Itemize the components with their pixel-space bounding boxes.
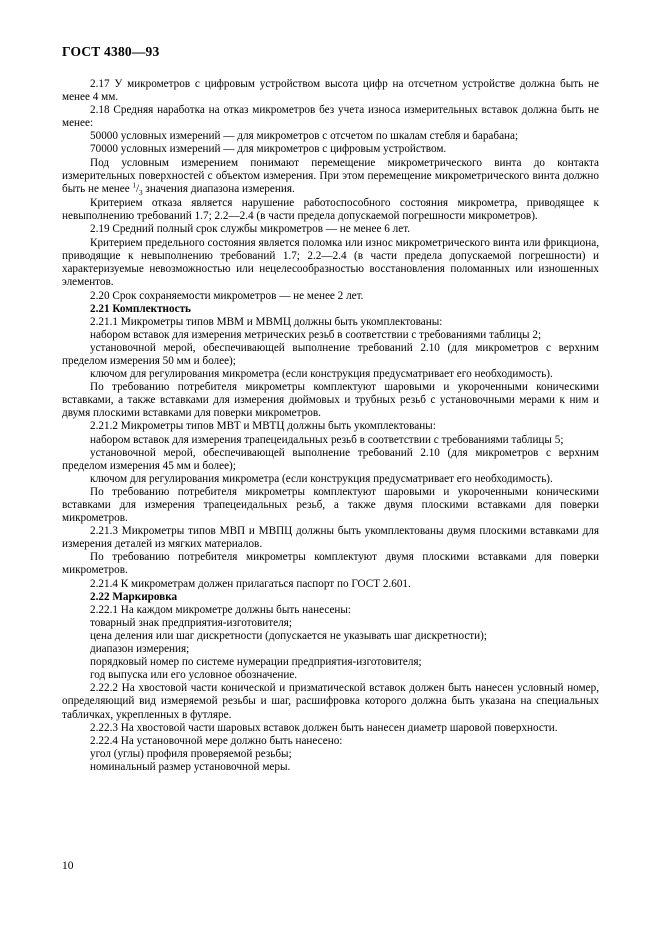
paragraph: Критерием отказа является нарушение работоспособного состояния микрометра, приводящее к невыполнению требований 1.7; 2.2—2.4 (в части предела допускаемой погрешности микрометров). <box>62 196 599 222</box>
paragraph: Критерием предельного состояния является поломка или износ микрометрического винта или фрикциона, приводящие к невыполнению требований 1.7; 2.2—2.4 (в части предела допускаемой погрешности) и характеризуемые невозможностью или нецелесообразностью восстановления поломанных или изношенных элементов. <box>62 237 599 289</box>
paragraph-2-21-2: 2.21.2 Микрометры типов МВТ и МВТЦ должны быть укомплектованы: <box>90 420 436 433</box>
paragraph-text-tail: значения диапазона измерения. <box>145 182 295 195</box>
paragraph: ключом для регулирования микрометра (если конструкция предусматривает его необходимость). <box>90 368 553 381</box>
paragraph-2-22-3: 2.22.3 На хвостовой части шаровых вставок должен быть нанесен диаметр шаровой поверхности. <box>90 721 558 734</box>
paragraph-2-22-1: 2.22.1 На каждом микрометре должны быть нанесены: <box>90 603 352 616</box>
paragraph: набором вставок для измерения трапецеидальных резьб в соответствии с требованиями таблицы 5; <box>90 433 564 446</box>
paragraph-2-21-3: 2.21.3 Микрометры типов МВП и МВПЦ должны быть укомплектованы двумя плоскими вставками для измерения деталей из мягких материалов. <box>62 525 599 551</box>
document-body <box>62 78 599 774</box>
paragraph: По требованию потребителя микрометры комплектуют двумя плоскими вставками для поверки микрометров. <box>62 551 599 577</box>
paragraph: По требованию потребителя микрометры комплектуют шаровыми и укороченными коническими вставками, а также вставками для измерения дюймовых и трубных резьб с установочными мерами к ним и двумя плоскими вставками для поверки микрометров. <box>62 381 599 420</box>
paragraph: диапазон измерения; <box>90 643 190 656</box>
paragraph: угол (углы) профиля проверяемой резьбы; <box>90 747 292 760</box>
paragraph: товарный знак предприятия-изготовителя; <box>90 616 292 629</box>
paragraph: ключом для регулирования микрометра (если конструкция предусматривает его необходимость). <box>90 472 553 485</box>
fraction-denominator: 3 <box>139 188 143 197</box>
paragraph: набором вставок для измерения метрических резьб в соответствии с требованиями таблицы 2; <box>90 328 542 341</box>
paragraph-2-20: 2.20 Срок сохраняемости микрометров — не менее 2 лет. <box>90 289 364 302</box>
section-heading-text: 2.22 Маркировка <box>90 590 178 603</box>
paragraph: 70000 условных измерений — для микрометров с цифровым устройством. <box>90 143 447 156</box>
section-heading-2-22 <box>62 591 599 604</box>
paragraph: номинальный размер установочной меры. <box>90 760 291 773</box>
paragraph-2-19: 2.19 Средний полный срок службы микрометров — не менее 6 лет. <box>90 223 411 236</box>
paragraph: 50000 условных измерений — для микрометров с отсчетом по шкалам стебля и барабана; <box>90 130 519 143</box>
paragraph-conditional-measurement: Под условным измерением понимают перемещение микрометрического винта до контакта измерительных поверхностей с объектом измерения. При этом перемещение микрометрического винта должно быть не менее $^1/_3$ значения диапазона измерения. <box>62 156 599 197</box>
paragraph: год выпуска или его условное обозначение. <box>90 669 298 682</box>
paragraph: порядковый номер по системе нумерации предприятия-изготовителя; <box>90 656 422 669</box>
paragraph: цена деления или шаг дискретности (допускается не указывать шаг дискретности); <box>90 629 487 642</box>
page-number: 10 <box>62 860 74 872</box>
standard-header: ГОСТ 4380—93 <box>62 44 160 59</box>
paragraph-2-21-4: 2.21.4 К микрометрам должен прилагаться паспорт по ГОСТ 2.601. <box>90 577 411 590</box>
paragraph: установочной мерой, обеспечивающей выполнение требований 2.10 (для микрометров с верхним пределом измерения 50 мм и более); <box>62 341 599 367</box>
paragraph-2-22-4: 2.22.4 На установочной мере должно быть нанесено: <box>90 734 343 747</box>
paragraph-2-18: 2.18 Средняя наработка на отказ микрометров без учета износа измерительных вставок должна быть не менее: <box>62 104 599 130</box>
paragraph: установочной мерой, обеспечивающей выполнение требований 2.10 (для микрометров с верхним пределом измерения 45 мм и более); <box>62 446 599 472</box>
paragraph-2-21-1: 2.21.1 Микрометры типов МВМ и МВМЦ должны быть укомплектованы: <box>90 315 443 328</box>
paragraph-text: Под условным измерением понимают перемещение микрометрического винта до контакта измерительных поверхностей с объектом измерения. При этом перемещение микрометрического винта должно быть не менее <box>62 156 599 195</box>
paragraph: По требованию потребителя микрометры комплектуют шаровыми и укороченными коническими вставками для измерения трапецеидальных резьб, а также двумя плоскими вставками для поверки микрометров. <box>62 485 599 525</box>
paragraph-2-22-2: 2.22.2 На хвостовой части конической и призматической вставок должен быть нанесен условный номер, определяющий вид измеряемой резьбы и шаг, расшифровка которого должна быть указана на специальных табличках, укрепленных в футляре. <box>62 682 599 721</box>
section-heading-text: 2.21 Комплектность <box>90 302 191 315</box>
section-heading-2-21 <box>62 303 599 316</box>
paragraph-2-17: 2.17 У микрометров с цифровым устройством высота цифр на отсчетном устройстве должна быть не менее 4 мм. <box>62 78 599 104</box>
fraction-numerator: 1 <box>132 181 137 190</box>
